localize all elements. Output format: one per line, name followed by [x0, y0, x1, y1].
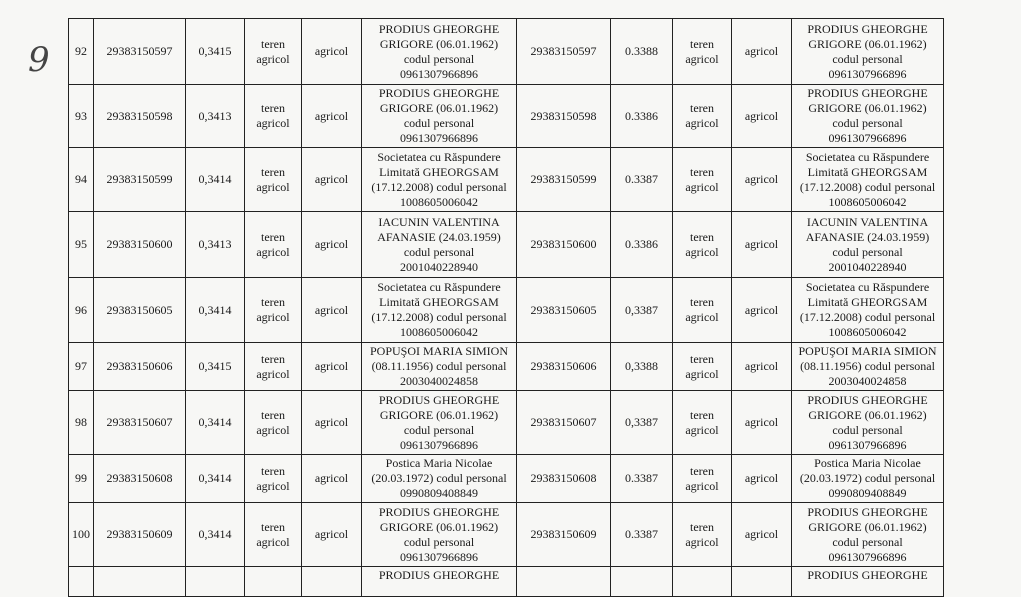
owner-new-line: (17.12.2008) codul personal	[799, 179, 936, 194]
owner-line: (20.03.1972) codul personal	[371, 471, 507, 485]
land-category-new-cell	[673, 503, 732, 567]
area-ha-value: 0,3414	[198, 471, 232, 485]
cadastral-number-cell	[94, 567, 186, 597]
land-category-new-cell	[673, 85, 732, 148]
owner-new-line: PRODIUS GHEORGHE	[807, 568, 928, 582]
cadastral-number-value: 29383150600	[106, 237, 173, 251]
owner-line: codul personal	[403, 422, 475, 437]
owner-line: codul personal	[403, 51, 475, 66]
owner-new-cell	[792, 391, 944, 455]
owner-line: IACUNIN VALENTINA	[378, 214, 500, 229]
owner-line: (17.12.2008) codul personal	[371, 179, 507, 194]
cadastral-number-cell	[94, 85, 186, 148]
owner-line: 2001040228940	[400, 259, 478, 274]
row-number-value: 97	[75, 359, 87, 373]
area-ha-value: 0,3414	[198, 415, 232, 429]
land-use-cell	[302, 278, 362, 343]
owner-line: codul personal	[403, 244, 475, 259]
cadastral-number-new-cell	[517, 278, 611, 343]
owner-new-line: PRODIUS GHEORGHE	[807, 504, 928, 519]
land-use-new-value: agricol	[744, 302, 779, 317]
land-category-value: teren agricol	[256, 519, 290, 549]
cadastral-number-cell	[94, 212, 186, 278]
land-category-cell	[245, 343, 302, 391]
owner-line: 0961307966896	[400, 131, 478, 145]
owner-line: 1008605006042	[400, 194, 478, 209]
area-ha-cell	[186, 278, 245, 343]
cadastral-number-value: 29383150605	[106, 302, 173, 317]
land-category-new-value: teren agricol	[685, 229, 719, 259]
cadastral-number-value: 29383150607	[106, 415, 173, 429]
owner-line: codul personal	[403, 116, 475, 130]
cadastral-number-new-cell	[517, 343, 611, 391]
land-use-cell	[302, 455, 362, 503]
area-ha-new-value: 0.3388	[625, 44, 658, 58]
table-row	[69, 212, 944, 278]
owner-new-cell	[792, 85, 944, 148]
area-ha-cell	[186, 567, 245, 597]
owner-new-line: 2003040024858	[828, 374, 907, 388]
cadastral-number-new-value: 29383150606	[530, 359, 597, 373]
land-use-new-cell	[732, 343, 792, 391]
area-ha-new-cell	[611, 19, 673, 85]
land-category-new-value: teren agricol	[685, 519, 719, 549]
owner-new-line: Limitată GHEORGSAM	[807, 295, 928, 309]
owner-line: PRODIUS GHEORGHE	[378, 392, 500, 407]
cadastral-number-new-value: 29383150600	[530, 237, 597, 251]
owner-line: PRODIUS GHEORGHE	[378, 504, 500, 519]
land-category-new-value: teren agricol	[685, 351, 719, 381]
cadastral-number-new-cell	[517, 212, 611, 278]
land-use-cell	[302, 503, 362, 567]
table-row	[69, 391, 944, 455]
area-ha-cell	[186, 391, 245, 455]
land-category-cell	[245, 148, 302, 212]
land-use-cell	[302, 19, 362, 85]
land-use-cell	[302, 212, 362, 278]
land-use-new-value: agricol	[744, 415, 779, 429]
owner-line: 0961307966896	[400, 549, 478, 564]
land-use-new-cell	[732, 19, 792, 85]
area-ha-new-cell	[611, 212, 673, 278]
owner-line: GRIGORE (06.01.1962)	[379, 101, 499, 115]
area-ha-cell	[186, 212, 245, 278]
table-row	[69, 19, 944, 85]
owner-new-line: Limitată GHEORGSAM	[807, 164, 928, 179]
land-use-value: agricol	[314, 471, 349, 485]
land-use-new-value: agricol	[744, 237, 779, 251]
owner-new-line: GRIGORE (06.01.1962)	[808, 36, 927, 51]
row-number-cell	[69, 85, 94, 148]
owner-cell	[362, 567, 517, 597]
owner-line: Postica Maria Nicolae	[385, 456, 493, 470]
area-ha-new-value: 0.3386	[625, 237, 658, 251]
land-use-new-value: agricol	[744, 108, 779, 123]
land-category-new-cell	[673, 455, 732, 503]
cadastral-number-value: 29383150608	[106, 471, 173, 485]
owner-new-line: IACUNIN VALENTINA	[806, 214, 929, 229]
land-category-value: teren agricol	[256, 101, 290, 130]
owner-new-line: (20.03.1972) codul personal	[799, 471, 936, 485]
owner-line: 0961307966896	[400, 437, 478, 452]
land-use-new-value: agricol	[744, 359, 779, 373]
cadastral-number-new-cell	[517, 503, 611, 567]
area-ha-new-value: 0.3386	[625, 108, 658, 123]
owner-new-line: 1008605006042	[828, 325, 907, 339]
owner-new-line: 0961307966896	[828, 66, 907, 81]
owner-new-line: 0961307966896	[828, 549, 907, 564]
cadastral-number-new-value: 29383150597	[530, 44, 597, 58]
land-category-new-value: teren agricol	[685, 101, 719, 130]
area-ha-new-cell	[611, 85, 673, 148]
area-ha-cell	[186, 455, 245, 503]
land-category-new-cell	[673, 278, 732, 343]
land-category-new-value: teren agricol	[685, 463, 719, 493]
cadastral-number-new-cell	[517, 455, 611, 503]
land-category-value: teren agricol	[256, 36, 290, 66]
land-category-new-value: teren agricol	[685, 407, 719, 437]
owner-line: (17.12.2008) codul personal	[371, 310, 507, 324]
area-ha-cell	[186, 19, 245, 85]
owner-line: codul personal	[403, 534, 475, 549]
cadastral-number-cell	[94, 148, 186, 212]
land-use-new-value: agricol	[744, 44, 779, 58]
land-use-value: agricol	[314, 172, 349, 186]
land-use-new-cell	[732, 278, 792, 343]
row-number-cell	[69, 212, 94, 278]
area-ha-cell	[186, 85, 245, 148]
cadastral-number-new-value: 29383150599	[530, 172, 597, 186]
owner-cell	[362, 455, 517, 503]
row-number-value: 100	[72, 527, 90, 541]
owner-cell	[362, 19, 517, 85]
land-use-value: agricol	[314, 44, 349, 58]
land-category-value: teren agricol	[256, 407, 290, 437]
table-row	[69, 85, 944, 148]
owner-new-line: 1008605006042	[828, 194, 907, 209]
table-row	[69, 567, 944, 597]
owner-new-line: 0990809408849	[828, 486, 907, 500]
area-ha-new-cell	[611, 503, 673, 567]
area-ha-new-value: 0.3387	[625, 471, 658, 485]
owner-new-line: GRIGORE (06.01.1962)	[808, 407, 927, 422]
land-category-cell	[245, 391, 302, 455]
land-use-cell	[302, 567, 362, 597]
land-category-cell	[245, 278, 302, 343]
area-ha-new-value: 0.3387	[625, 527, 658, 541]
owner-new-line: PRODIUS GHEORGHE	[807, 392, 928, 407]
land-category-new-cell	[673, 391, 732, 455]
land-use-value: agricol	[314, 302, 349, 317]
land-use-value: agricol	[314, 415, 349, 429]
land-use-new-value: agricol	[744, 172, 779, 186]
land-use-value: agricol	[314, 237, 349, 251]
cadastral-number-new-value: 29383150607	[530, 415, 597, 429]
land-use-new-value: agricol	[744, 527, 779, 541]
owner-line: Societatea cu Răspundere	[377, 149, 501, 164]
row-number-value: 94	[75, 172, 87, 186]
land-use-new-cell	[732, 212, 792, 278]
owner-new-cell	[792, 455, 944, 503]
area-ha-value: 0,3414	[198, 527, 232, 541]
owner-new-cell	[792, 567, 944, 597]
land-use-cell	[302, 391, 362, 455]
owner-new-line: codul personal	[832, 422, 903, 437]
owner-new-cell	[792, 148, 944, 212]
owner-new-line: PRODIUS GHEORGHE	[807, 21, 928, 36]
owner-line: Limitată GHEORGSAM	[379, 164, 499, 179]
land-use-cell	[302, 85, 362, 148]
land-category-new-cell	[673, 343, 732, 391]
row-number-cell	[69, 567, 94, 597]
owner-new-line: Postica Maria Nicolae	[814, 456, 921, 470]
owner-new-line: GRIGORE (06.01.1962)	[808, 101, 927, 115]
land-use-cell	[302, 343, 362, 391]
owner-cell	[362, 148, 517, 212]
cadastral-number-new-value: 29383150598	[530, 108, 597, 123]
owner-new-line: Societatea cu Răspundere	[805, 280, 930, 294]
land-category-cell	[245, 212, 302, 278]
cadastral-number-cell	[94, 19, 186, 85]
land-use-new-cell	[732, 391, 792, 455]
area-ha-new-cell	[611, 278, 673, 343]
cadastral-number-new-cell	[517, 85, 611, 148]
row-number-value: 99	[75, 471, 87, 485]
owner-new-line: 0961307966896	[828, 437, 907, 452]
owner-new-line: 0961307966896	[828, 131, 907, 145]
cadastral-number-cell	[94, 503, 186, 567]
land-use-new-cell	[732, 85, 792, 148]
land-use-value: agricol	[314, 527, 349, 541]
owner-new-cell	[792, 278, 944, 343]
owner-line: 1008605006042	[400, 325, 478, 339]
owner-line: GRIGORE (06.01.1962)	[379, 36, 499, 51]
owner-line: 0990809408849	[400, 486, 478, 500]
owner-cell	[362, 85, 517, 148]
land-category-value: teren agricol	[256, 164, 290, 194]
owner-new-line: codul personal	[832, 116, 903, 130]
area-ha-new-cell	[611, 567, 673, 597]
cadastral-number-cell	[94, 278, 186, 343]
owner-new-line: 2001040228940	[828, 259, 907, 274]
row-number-cell	[69, 455, 94, 503]
owner-line: PRODIUS GHEORGHE	[378, 86, 500, 100]
row-number-value: 93	[75, 108, 87, 123]
owner-new-line: PRODIUS GHEORGHE	[807, 86, 928, 100]
area-ha-cell	[186, 343, 245, 391]
owner-new-line: codul personal	[832, 51, 903, 66]
land-use-value: agricol	[314, 359, 349, 373]
cadastral-number-value: 29383150597	[106, 44, 173, 58]
area-ha-value: 0,3415	[198, 44, 232, 58]
owner-line: POPUŞOI MARIA SIMION	[369, 344, 509, 358]
row-number-cell	[69, 503, 94, 567]
land-category-cell	[245, 455, 302, 503]
land-category-new-cell	[673, 148, 732, 212]
owner-line: 0961307966896	[400, 66, 478, 81]
area-ha-new-value: 0.3387	[625, 172, 658, 186]
row-number-value: 92	[75, 44, 87, 58]
row-number-cell	[69, 343, 94, 391]
area-ha-value: 0,3413	[198, 108, 232, 123]
owner-cell	[362, 343, 517, 391]
cadastral-number-value: 29383150609	[106, 527, 173, 541]
land-use-new-value: agricol	[744, 471, 779, 485]
area-ha-cell	[186, 148, 245, 212]
cadastral-number-new-value: 29383150605	[530, 302, 597, 317]
land-category-value: teren agricol	[256, 351, 290, 381]
area-ha-new-cell	[611, 148, 673, 212]
land-use-new-cell	[732, 148, 792, 212]
land-registry-table	[68, 18, 944, 597]
land-use-new-cell	[732, 567, 792, 597]
row-number-cell	[69, 19, 94, 85]
owner-new-line: POPUŞOI MARIA SIMION	[798, 344, 937, 358]
cadastral-number-new-cell	[517, 148, 611, 212]
cadastral-number-cell	[94, 343, 186, 391]
area-ha-value: 0,3414	[198, 172, 232, 186]
table-row	[69, 278, 944, 343]
row-number-cell	[69, 391, 94, 455]
area-ha-value: 0,3415	[198, 359, 232, 373]
owner-new-cell	[792, 212, 944, 278]
owner-line: (08.11.1956) codul personal	[371, 359, 507, 373]
owner-cell	[362, 391, 517, 455]
cadastral-number-value: 29383150606	[106, 359, 173, 373]
row-number-value: 95	[75, 237, 87, 251]
owner-new-line: (08.11.1956) codul personal	[800, 359, 935, 373]
land-category-cell	[245, 567, 302, 597]
cadastral-number-value: 29383150598	[106, 108, 173, 123]
land-category-new-value: teren agricol	[685, 164, 719, 194]
land-category-new-cell	[673, 19, 732, 85]
owner-cell	[362, 278, 517, 343]
owner-new-line: AFANASIE (24.03.1959)	[805, 229, 930, 244]
owner-new-line: GRIGORE (06.01.1962)	[808, 519, 927, 534]
area-ha-new-cell	[611, 455, 673, 503]
area-ha-cell	[186, 503, 245, 567]
cadastral-number-new-value: 29383150608	[530, 471, 597, 485]
owner-new-cell	[792, 343, 944, 391]
table-row	[69, 148, 944, 212]
cadastral-number-cell	[94, 455, 186, 503]
row-number-value: 96	[75, 302, 87, 317]
cadastral-number-new-cell	[517, 19, 611, 85]
owner-cell	[362, 212, 517, 278]
owner-line: PRODIUS GHEORGHE	[378, 568, 500, 582]
cadastral-number-new-cell	[517, 391, 611, 455]
land-category-new-cell	[673, 567, 732, 597]
owner-new-cell	[792, 503, 944, 567]
area-ha-new-value: 0,3388	[625, 359, 658, 373]
area-ha-new-cell	[611, 391, 673, 455]
land-use-new-cell	[732, 455, 792, 503]
table-row	[69, 455, 944, 503]
land-use-new-cell	[732, 503, 792, 567]
owner-new-line: codul personal	[832, 244, 903, 259]
handwritten-page-number: 9	[28, 40, 50, 80]
land-category-cell	[245, 503, 302, 567]
area-ha-new-value: 0,3387	[625, 415, 658, 429]
area-ha-value: 0,3413	[198, 237, 232, 251]
land-category-value: teren agricol	[256, 295, 290, 324]
owner-line: AFANASIE (24.03.1959)	[377, 229, 501, 244]
land-category-new-value: teren agricol	[685, 295, 719, 324]
owner-line: GRIGORE (06.01.1962)	[379, 519, 499, 534]
owner-new-line: codul personal	[832, 534, 903, 549]
owner-line: PRODIUS GHEORGHE	[378, 21, 500, 36]
owner-line: 2003040024858	[400, 374, 478, 388]
area-ha-new-value: 0,3387	[625, 302, 658, 317]
area-ha-value: 0,3414	[198, 302, 232, 317]
table-row	[69, 503, 944, 567]
land-category-new-cell	[673, 212, 732, 278]
land-category-value: teren agricol	[256, 229, 290, 259]
land-use-value: agricol	[314, 108, 349, 123]
land-use-cell	[302, 148, 362, 212]
owner-cell	[362, 503, 517, 567]
owner-new-line: (17.12.2008) codul personal	[799, 310, 936, 324]
row-number-cell	[69, 148, 94, 212]
owner-line: Societatea cu Răspundere	[377, 280, 501, 294]
cadastral-number-new-value: 29383150609	[530, 527, 597, 541]
land-category-cell	[245, 19, 302, 85]
row-number-value: 98	[75, 415, 87, 429]
row-number-cell	[69, 278, 94, 343]
table-row	[69, 343, 944, 391]
land-category-value: teren agricol	[256, 463, 290, 493]
owner-new-cell	[792, 19, 944, 85]
owner-line: Limitată GHEORGSAM	[379, 295, 499, 309]
cadastral-number-value: 29383150599	[106, 172, 173, 186]
land-category-new-value: teren agricol	[685, 36, 719, 66]
cadastral-number-new-cell	[517, 567, 611, 597]
land-category-cell	[245, 85, 302, 148]
owner-new-line: Societatea cu Răspundere	[805, 149, 930, 164]
owner-line: GRIGORE (06.01.1962)	[379, 407, 499, 422]
cadastral-number-cell	[94, 391, 186, 455]
area-ha-new-cell	[611, 343, 673, 391]
